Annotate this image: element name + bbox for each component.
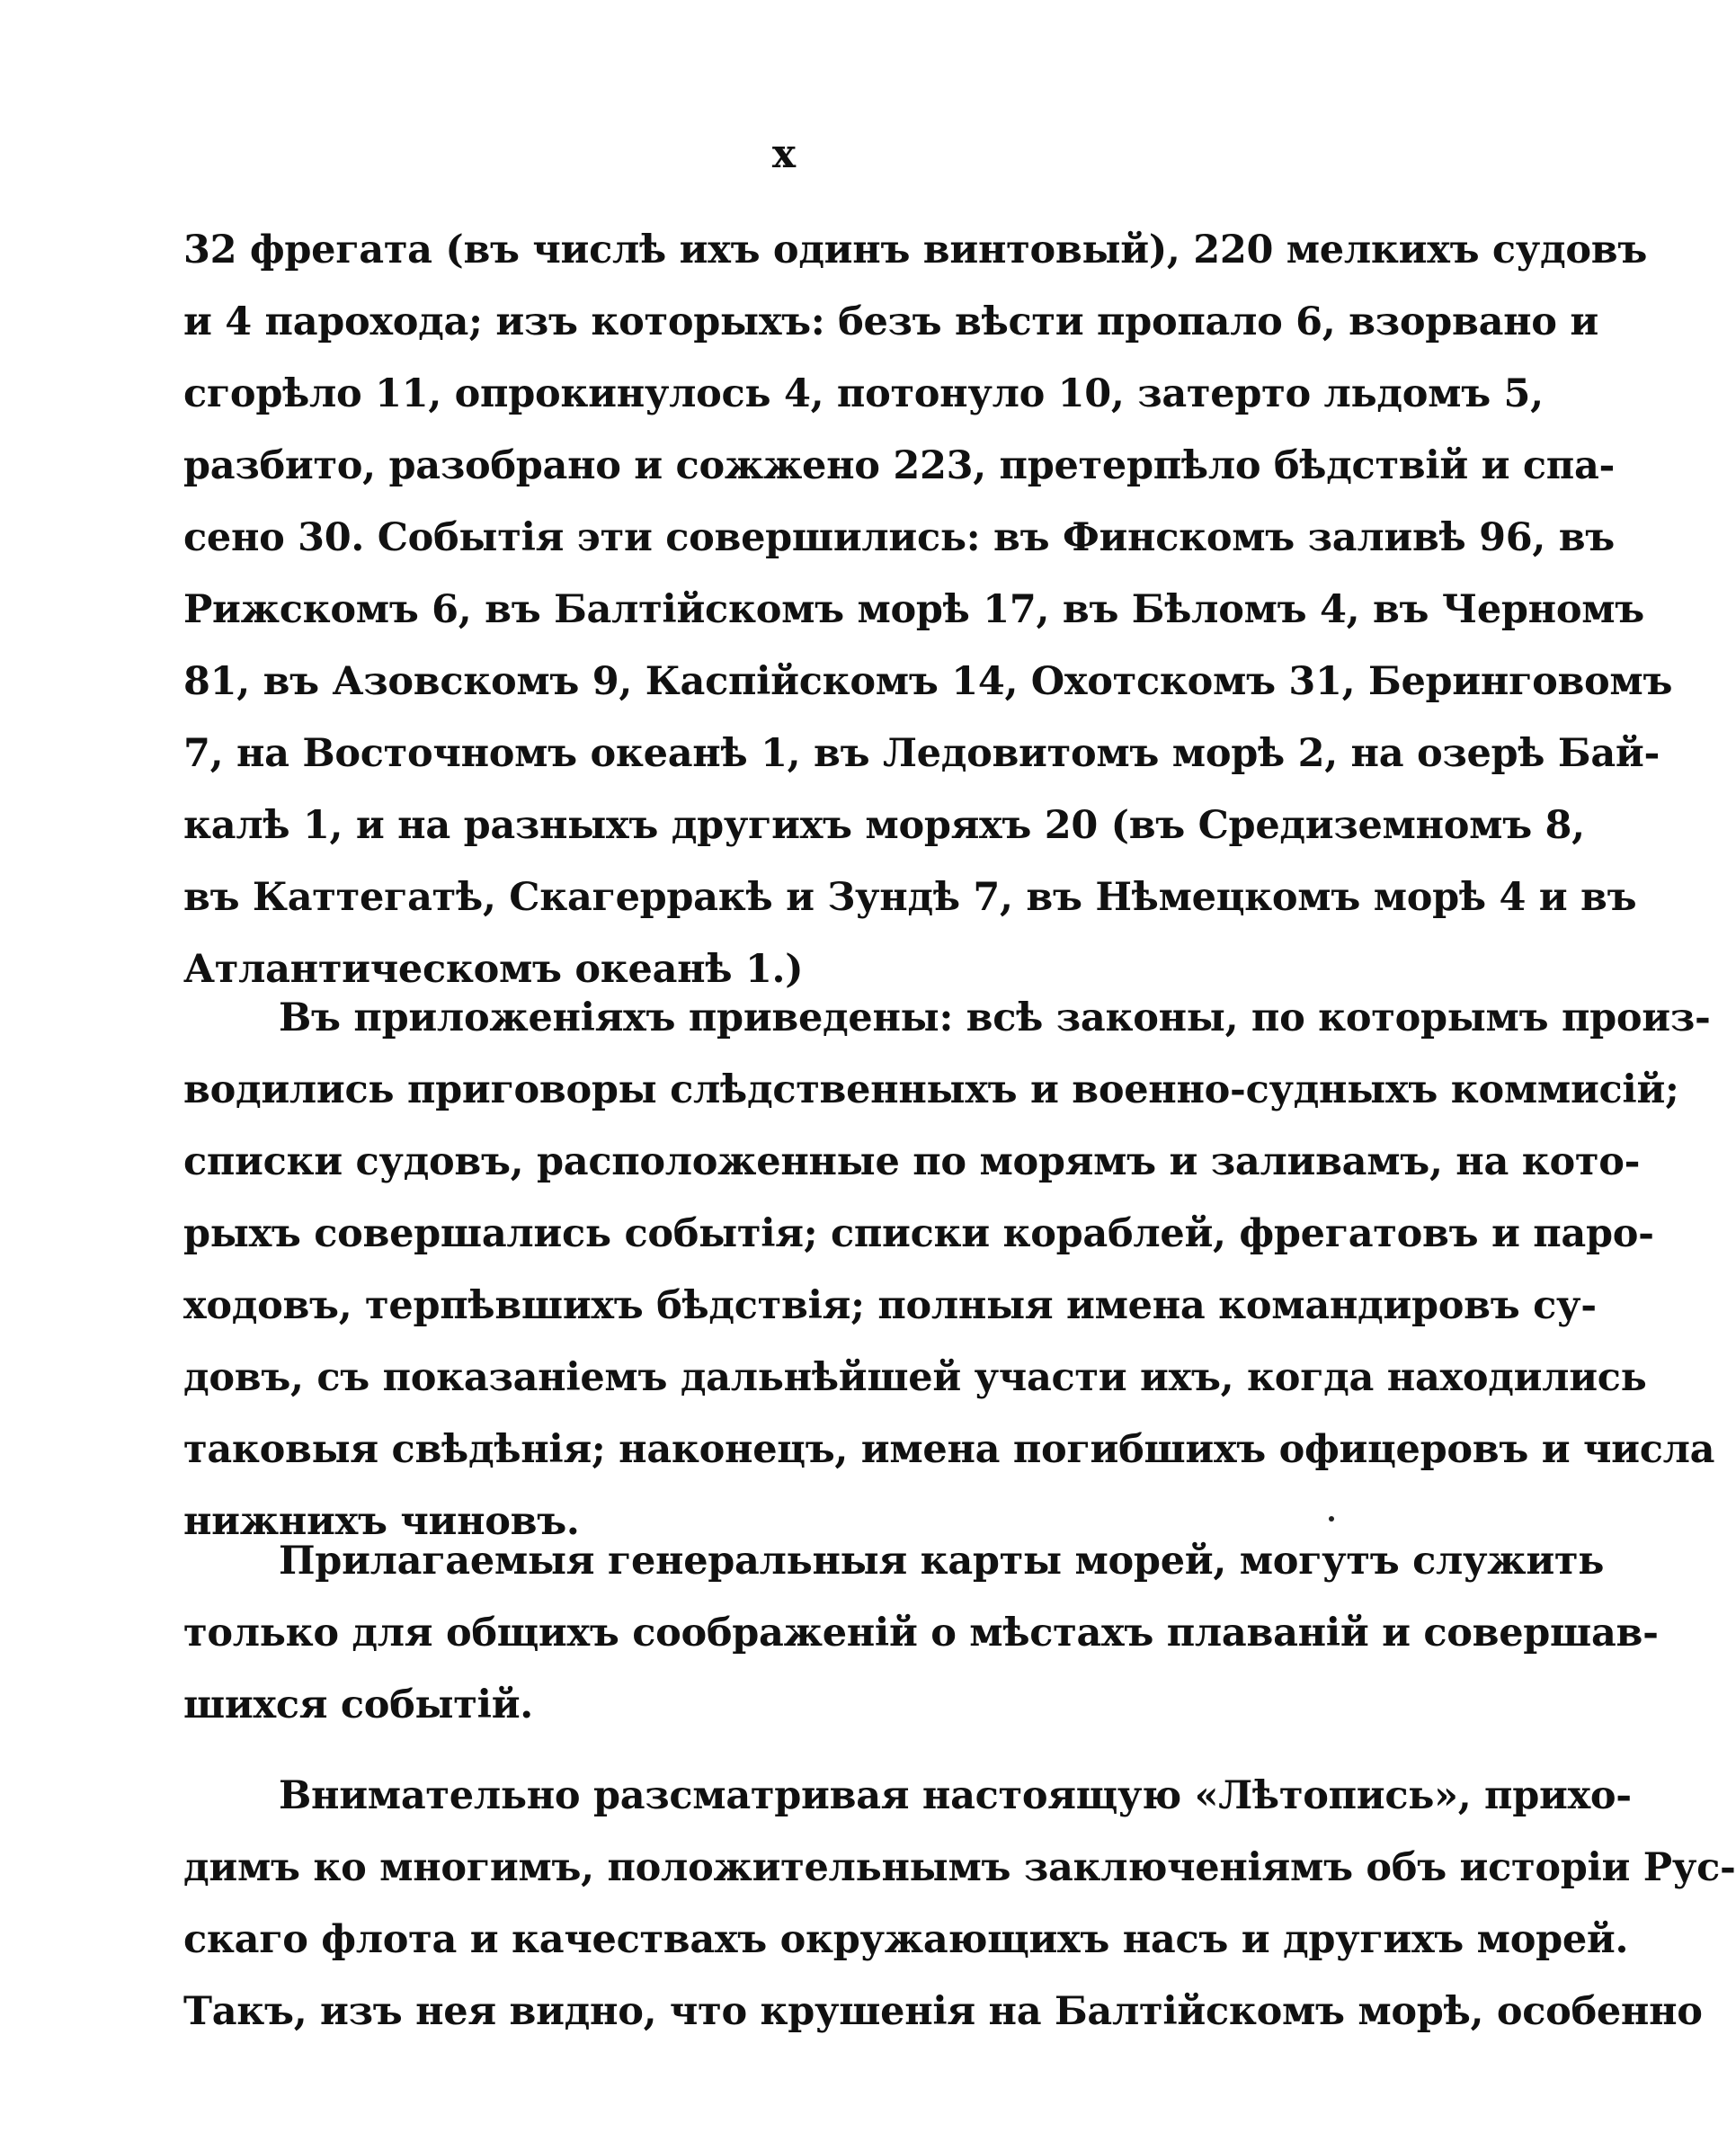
page-number: x [771, 131, 797, 177]
text-line: Рижскомъ 6, въ Балтiйскомъ морѣ 17, въ Бѣломъ 4, въ Черномъ [183, 587, 1644, 632]
text-line: ходовъ, терпѣвшихъ бѣдствiя; полныя имена командировъ су- [183, 1283, 1597, 1328]
paragraph-4 [183, 1760, 1736, 2048]
paragraph-3 [183, 1525, 1659, 1741]
text-line: довъ, съ показанiемъ дальнѣйшей участи ихъ, когда находились [183, 1355, 1647, 1400]
text-line: таковыя свѣдѣнiя; наконецъ, имена погибшихъ офицеровъ и числа [183, 1427, 1715, 1472]
text-line: 81, въ Азовскомъ 9, Каспiйскомъ 14, Охотскомъ 31, Беринговомъ [183, 659, 1673, 704]
text-line: водились приговоры слѣдственныхъ и военно-судныхъ коммисiй; [183, 1067, 1679, 1112]
paragraph-1 [183, 214, 1673, 1005]
text-line: сено 30. Событiя эти совершились: въ Финскомъ заливѣ 96, въ [183, 515, 1615, 560]
print-speck [1329, 1516, 1334, 1522]
text-line: разбито, разобрано и сожжено 223, претерпѣло бѣдствiй и спа- [183, 443, 1616, 488]
paragraph-2 [183, 982, 1715, 1557]
text-line: рыхъ совершались событiя; списки кораблей, фрегатовъ и паро- [183, 1211, 1654, 1256]
text-line: только для общихъ соображенiй о мѣстахъ плаванiй и совершав- [183, 1611, 1659, 1656]
text-line: нижнихъ чиновъ. [183, 1499, 580, 1544]
text-line: Въ приложенiяхъ приведены: всѣ законы, по которымъ произ- [279, 995, 1711, 1040]
text-line: Атлантическомъ океанѣ 1.) [183, 947, 804, 992]
text-line: скаго флота и качествахъ окружающихъ насъ и другихъ морей. [183, 1917, 1629, 1962]
text-line: списки судовъ, расположенные по морямъ и заливамъ, на кото- [183, 1139, 1641, 1184]
text-line: Прилагаемыя генеральныя карты морей, могутъ служить [279, 1539, 1605, 1584]
text-line: шихся событiй. [183, 1682, 533, 1727]
text-line: и 4 парохода; изъ которыхъ: безъ вѣсти пропало 6, взорвано и [183, 299, 1598, 344]
text-line: сгорѣло 11, опрокинулось 4, потонуло 10, затерто льдомъ 5, [183, 371, 1544, 416]
text-line: Внимательно разсматривая настоящую «Лѣтопись», прихо- [279, 1773, 1632, 1818]
text-line: 32 фрегата (въ числѣ ихъ одинъ винтовый), 220 мелкихъ судовъ [183, 228, 1648, 272]
text-line: димъ ко многимъ, положительнымъ заключенiямъ объ исторiи Рус- [183, 1845, 1736, 1890]
text-line: 7, на Восточномъ океанѣ 1, въ Ледовитомъ морѣ 2, на озерѣ Бай- [183, 731, 1660, 776]
text-line: въ Каттегатѣ, Скагерракѣ и Зундѣ 7, въ Нѣмецкомъ морѣ 4 и въ [183, 875, 1637, 920]
text-line: Такъ, изъ нея видно, что крушенiя на Балтiйскомъ морѣ, особенно [183, 1989, 1703, 2034]
text-line: калѣ 1, и на разныхъ другихъ моряхъ 20 (въ Средиземномъ 8, [183, 803, 1585, 848]
